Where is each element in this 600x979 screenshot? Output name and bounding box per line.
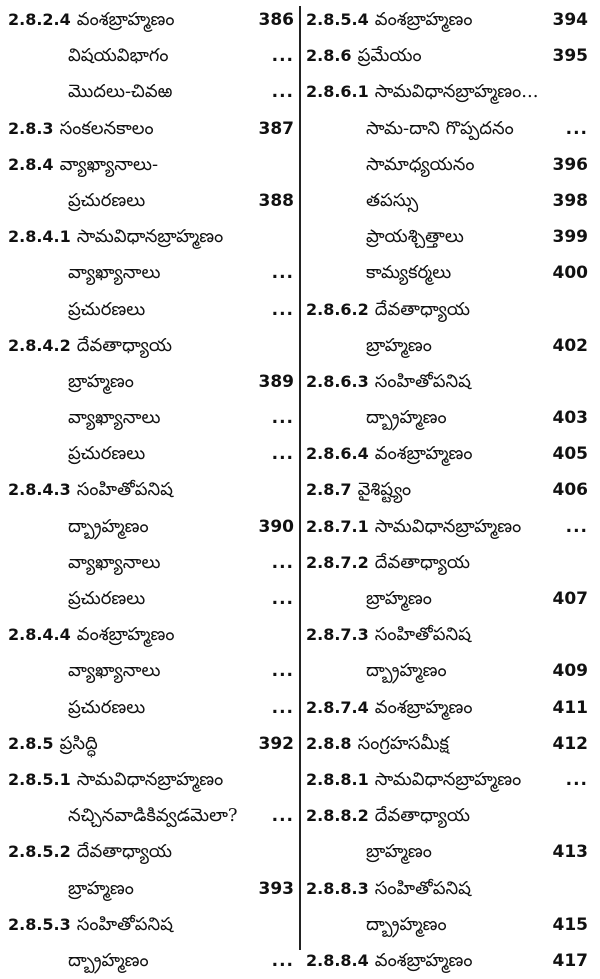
toc-entry-page: 390 [258, 516, 294, 537]
toc-entry-number: 2.8.6.1 [306, 82, 369, 102]
toc-entry-title: సామవిధానబ్రాహ్మణం [76, 768, 224, 790]
toc-entry-page: ... [271, 82, 294, 103]
toc-entry [306, 183, 590, 219]
toc-entry [306, 762, 590, 798]
toc-entry-page: 405 [552, 444, 588, 465]
toc-entry-number: 2.8.2.4 [8, 10, 71, 29]
toc-entry [306, 726, 590, 762]
toc-entry-number: 2.8.5.3 [8, 914, 71, 934]
toc-entry-page: 400 [552, 263, 588, 284]
toc-entry-title: ప్రాయశ్చిత్తాలు [366, 226, 464, 248]
toc-entry-number: 2.8.6.3 [306, 371, 369, 391]
toc-entry-number: 2.8.7.1 [306, 516, 369, 536]
toc-entry [8, 183, 296, 219]
toc-entry-title: వ్యాఖ్యానాలు [68, 262, 161, 284]
toc-entry-number: 2.8.4.1 [8, 227, 71, 247]
toc-entry-title: వంశబ్రాహ్మణం [374, 949, 473, 971]
toc-entry-title: వంశబ్రాహ్మణం [76, 9, 175, 30]
toc-entry [8, 798, 296, 834]
toc-entry-page: 387 [258, 118, 294, 139]
toc-entry [306, 436, 590, 472]
toc-entry-number: 2.8.8.4 [306, 950, 369, 970]
toc-entry-page: 412 [552, 733, 588, 754]
toc-entry-title: ప్రచురణలు [68, 298, 146, 320]
toc-entry [306, 328, 590, 364]
toc-entry [8, 653, 296, 689]
toc-entry-page: ... [271, 552, 294, 573]
toc-entry-number: 2.8.6.2 [306, 299, 369, 319]
toc-entry-page: ... [565, 516, 588, 537]
toc-entry [8, 690, 296, 726]
toc-entry-page: ... [565, 769, 588, 790]
toc-entry-number: 2.8.5.2 [8, 842, 71, 862]
toc-entry [306, 690, 590, 726]
toc-entry [8, 726, 296, 762]
toc-entry-page: 393 [258, 878, 294, 899]
toc-entry-title: దేవతాధ్యాయ [374, 805, 471, 827]
toc-entry-page: 392 [258, 733, 294, 754]
toc-right-column [306, 2, 590, 979]
toc-entry-number: 2.8.5.4 [306, 10, 369, 29]
toc-entry-title: ప్రచురణలు [68, 443, 146, 465]
toc-entry-page: ... [271, 46, 294, 67]
toc-entry-title: ప్రచురణలు [68, 588, 146, 609]
toc-entry-title: ద్బ్రాహ్మణం [366, 913, 447, 935]
toc-entry [306, 581, 590, 617]
toc-entry [8, 292, 296, 328]
toc-entry-title: సంహితోపనిష [76, 913, 173, 935]
toc-entry-title: వ్యాఖ్యానాలు [68, 407, 161, 429]
toc-entry-number: 2.8.8.1 [306, 769, 369, 789]
toc-entry-title: వంశబ్రాహ్మణం [76, 624, 175, 646]
toc-entry-page: 396 [552, 154, 588, 175]
toc-entry [8, 581, 296, 617]
toc-entry [8, 834, 296, 870]
toc-entry-title: వ్యాఖ్యానాలు [68, 551, 161, 573]
toc-entry [8, 74, 296, 110]
toc-entry-page: 406 [552, 480, 588, 501]
toc-entry [8, 111, 296, 147]
toc-entry-page: 388 [258, 190, 294, 211]
toc-entry-title: సంకలనకాలం [59, 117, 154, 139]
toc-entry-number: 2.8.5.1 [8, 769, 71, 789]
toc-entry [8, 762, 296, 798]
toc-entry-title: దేవతాధ్యాయ [374, 298, 471, 320]
toc-entry-title: ద్బ్రాహ్మణం [366, 660, 447, 682]
toc-entry [8, 328, 296, 364]
toc-entry-page: 386 [258, 10, 294, 30]
toc-entry-title: వంశబ్రాహ్మణం [374, 696, 473, 718]
toc-entry [306, 364, 590, 400]
toc-entry [8, 472, 296, 508]
toc-entry [306, 38, 590, 74]
toc-entry [306, 74, 590, 110]
toc-entry [306, 219, 590, 255]
toc-entry [306, 147, 590, 183]
toc-entry-title: నచ్చినవాడికివ్వడమెలా? [68, 805, 238, 827]
toc-entry-page: ... [271, 299, 294, 320]
toc-entry-page: ... [271, 408, 294, 429]
toc-entry [8, 617, 296, 653]
toc-entry [8, 147, 296, 183]
toc-entry-title: సామవిధానబ్రాహ్మణం [76, 226, 224, 248]
toc-entry-page: 409 [552, 661, 588, 682]
toc-entry [8, 436, 296, 472]
toc-entry-number: 2.8.6 [306, 46, 352, 66]
toc-entry [8, 509, 296, 545]
toc-entry-title: సంహితోపనిష [76, 479, 173, 501]
toc-entry [8, 545, 296, 581]
toc-entry [306, 111, 590, 147]
toc-entry [306, 292, 590, 328]
toc-entry-number: 2.8.8 [306, 733, 352, 753]
toc-entry-page: ... [271, 444, 294, 465]
toc-entry [306, 871, 590, 907]
toc-entry [306, 617, 590, 653]
toc-entry-page: ... [271, 806, 294, 827]
toc-entry [8, 943, 296, 979]
toc-entry-number: 2.8.7.3 [306, 625, 369, 645]
toc-entry-page: 415 [552, 914, 588, 935]
toc-entry [306, 798, 590, 834]
toc-entry [306, 400, 590, 436]
toc-entry [8, 219, 296, 255]
toc-entry-number: 2.8.4.4 [8, 625, 71, 645]
toc-entry [8, 907, 296, 943]
toc-entry-number: 2.8.7.4 [306, 697, 369, 717]
toc-entry-number: 2.8.7.2 [306, 552, 369, 572]
toc-entry-page: ... [271, 950, 294, 971]
toc-entry-title: సామవిధానబ్రాహ్మణం [374, 768, 522, 790]
toc-entry-title: ప్రచురణలు [68, 696, 146, 718]
toc-entry-title: ద్బ్రాహ్మణం [366, 407, 447, 429]
toc-entry-title: సంహితోపనిష [374, 624, 471, 646]
toc-entry-title: సామాధ్యయనం [366, 153, 475, 175]
toc-entry [306, 653, 590, 689]
toc-left-column [8, 2, 296, 979]
toc-entry-title: దేవతాధ్యాయ [374, 551, 471, 573]
toc-entry [306, 255, 590, 291]
toc-entry-title: బ్రాహ్మణం [68, 370, 134, 392]
toc-entry [8, 38, 296, 74]
toc-entry-page: 394 [552, 10, 588, 30]
toc-entry [306, 509, 590, 545]
toc-entry-page: 395 [552, 46, 588, 67]
toc-entry-title: వంశబ్రాహ్మణం [374, 9, 473, 30]
toc-entry-number: 2.8.8.3 [306, 878, 369, 898]
toc-entry-title: సంహితోపనిష [374, 370, 471, 392]
column-divider [299, 6, 301, 950]
toc-entry-page: 398 [552, 190, 588, 211]
toc-entry-page: 389 [258, 371, 294, 392]
toc-entry-title: వ్యాఖ్యానాలు [68, 660, 161, 682]
toc-entry-page: 403 [552, 408, 588, 429]
toc-entry-title: వ్యాఖ్యానాలు- [59, 153, 159, 175]
toc-entry-title: ప్రచురణలు [68, 189, 146, 211]
toc-entry-title: సంగ్రహసమీక్ష [357, 732, 449, 754]
toc-entry-title: బ్రాహ్మణం [366, 334, 432, 356]
toc-entry-number: 2.8.6.4 [306, 444, 369, 464]
toc-entry [306, 907, 590, 943]
toc-entry-number: 2.8.7 [306, 480, 352, 500]
toc-entry-title: వైశిష్ట్యం [357, 479, 412, 501]
toc-entry-title: మొదలు-చివఱ [68, 81, 173, 103]
toc-entry-number: 2.8.4.3 [8, 480, 71, 500]
toc-entry [306, 834, 590, 870]
toc-entry-title: బ్రాహ్మణం [68, 877, 134, 899]
toc-entry-number: 2.8.4.2 [8, 335, 71, 355]
toc-entry-title: ద్బ్రాహ్మణం [68, 515, 149, 537]
toc-entry-page: 407 [552, 589, 588, 609]
toc-entry [306, 2, 590, 38]
toc-entry-page: ... [271, 697, 294, 718]
toc-entry-title: ద్బ్రాహ్మణం [68, 949, 149, 971]
toc-entry [306, 943, 590, 979]
toc-entry [306, 472, 590, 508]
toc-entry [8, 2, 296, 38]
toc-entry-title: సామవిధానబ్రాహ్మణం... [374, 81, 539, 103]
toc-entry-title: వంశబ్రాహ్మణం [374, 443, 473, 465]
toc-entry-page: ... [271, 589, 294, 609]
toc-entry [306, 545, 590, 581]
toc-entry-title: సంహితోపనిష [374, 877, 471, 899]
toc-entry [8, 364, 296, 400]
toc-entry-number: 2.8.3 [8, 118, 54, 138]
toc-entry-page: ... [271, 661, 294, 682]
toc-entry-title: బ్రాహ్మణం [366, 588, 432, 609]
toc-entry-number: 2.8.5 [8, 733, 54, 753]
toc-entry-title: విషయవిభాగం [68, 45, 169, 67]
toc-entry-title: సామ-దాని గొప్పదనం [366, 117, 514, 139]
toc-entry-title: ప్రమేయం [357, 45, 422, 67]
toc-entry-title: సామవిధానబ్రాహ్మణం [374, 515, 522, 537]
toc-entry-page: 411 [552, 697, 588, 718]
toc-entry-title: ప్రసిద్ధి [59, 732, 98, 754]
toc-entry-page: 417 [552, 950, 588, 971]
toc-entry-title: బ్రాహ్మణం [366, 841, 432, 863]
toc-entry-title: దేవతాధ్యాయ [76, 841, 173, 863]
toc-entry-page: 402 [552, 335, 588, 356]
toc-entry [8, 400, 296, 436]
toc-entry-page: ... [271, 263, 294, 284]
toc-entry-number: 2.8.8.2 [306, 806, 369, 826]
toc-entry-title: కామ్యకర్మలు [366, 262, 452, 284]
toc-entry-number: 2.8.4 [8, 154, 54, 174]
toc-entry [8, 255, 296, 291]
toc-entry-title: దేవతాధ్యాయ [76, 334, 173, 356]
toc-entry-page: ... [565, 118, 588, 139]
toc-entry-page: 399 [552, 227, 588, 248]
toc-entry-page: 413 [552, 842, 588, 863]
toc-entry-title: తపస్సు [366, 189, 419, 211]
toc-entry [8, 871, 296, 907]
